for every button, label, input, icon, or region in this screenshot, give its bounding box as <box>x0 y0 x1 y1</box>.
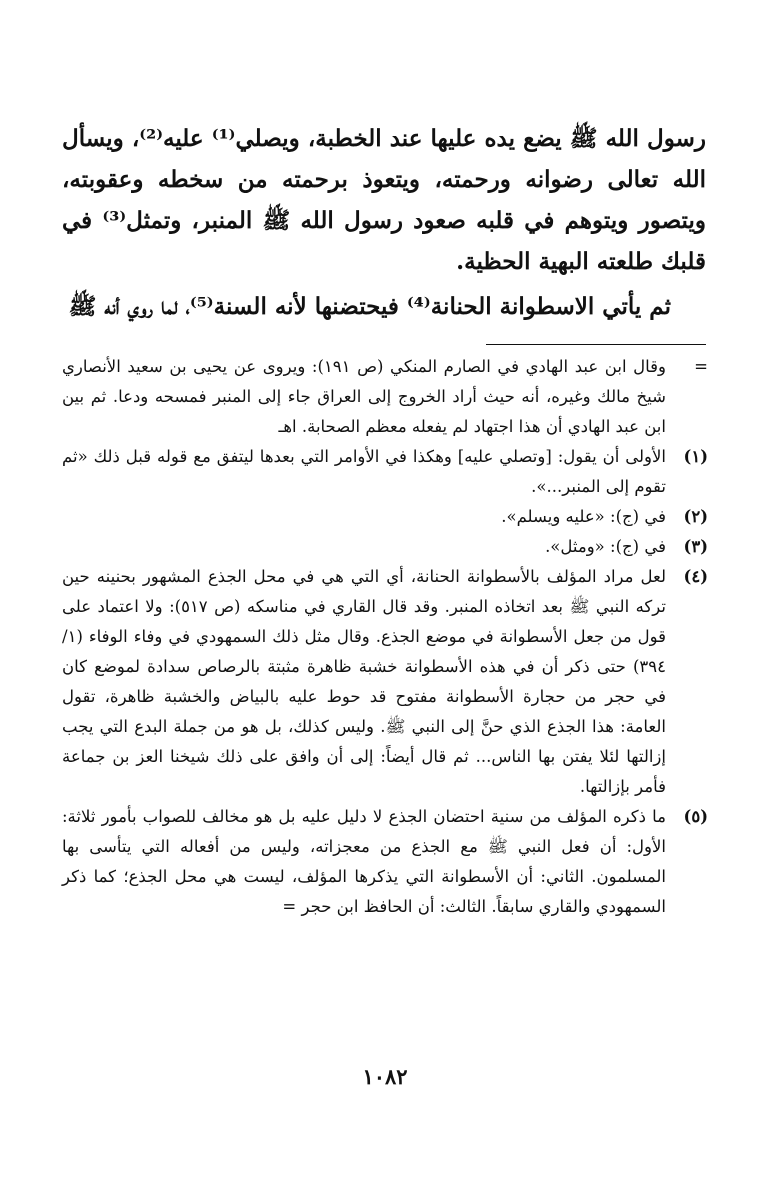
main-paragraph-1: رسول الله ﷺ يضع يده عليها عند الخطبة، ويصلي⁽¹⁾ عليه⁽²⁾، ويسأل الله تعالى رضوانه ورحمته، ويتعوذ برحمته من سخطه وعقوبته، ويتصور ويتوهم في قلبه صعود رسول الله ﷺ المنبر، وتمثل⁽³⁾ في قلبك طلعته البهية الحظية. <box>62 125 706 275</box>
footnote-separator <box>486 344 706 345</box>
footnote-1 <box>62 442 708 502</box>
footnote-3 <box>62 532 708 562</box>
footnote-5 <box>62 802 708 922</box>
continuation-marker: = <box>282 897 297 916</box>
footnote-2 <box>62 502 708 532</box>
footnote-4 <box>62 562 708 802</box>
footnote-number: (٢) <box>683 507 708 526</box>
footnote-number: (٥) <box>683 807 708 826</box>
page-number: ١٠٨٢ <box>362 1064 408 1089</box>
footnote-number: (٣) <box>683 537 708 556</box>
footnote-text: في (ج): «ومثل». <box>545 537 666 556</box>
footnote-text: في (ج): «عليه ويسلم». <box>501 507 666 526</box>
footnote-continuation-text: وقال ابن عبد الهادي في الصارم المنكي (ص ١٩١): ويروى عن يحيى بن سعيد الأنصاري شيخ مالك وغيره، أنه حيث أراد الخروج إلى العراق جاء إلى المنبر فمسحه ودعا. ثم بين ابن عبد الهادي أن هذا اجتهاد لم يفعله معظم الصحابة. اهـ <box>62 357 666 436</box>
footnote-text: ما ذكره المؤلف من سنية احتضان الجذع لا دليل عليه بل هو مخالف للصواب بأمور ثلاثة: الأول: أن فعل النبي ﷺ مع الجذع من معجزاته، وليس من أفعاله التي يتأسى بها المسلمون. الثاني: أن الأسطوانة التي يذكرها المؤلف، ليست هي محل الجذع؛ كما ذكر السمهودي والقاري سابقاً. الثالث: أن الحافظ ابن حجر <box>62 807 666 916</box>
main-text <box>62 118 706 327</box>
footnotes <box>62 352 708 922</box>
footnote-number: (١) <box>683 447 708 466</box>
footnote-text: الأولى أن يقول: [وتصلي عليه] وهكذا في الأوامر التي بعدها ليتفق مع قوله قبل ذلك «ثم تقوم إلى المنبر...». <box>62 447 666 496</box>
continuation-marker: = <box>694 357 708 376</box>
main-paragraph-2: ثم يأتي الاسطوانة الحنانة⁽⁴⁾ فيحتضنها لأنه السنة⁽⁵⁾، لما روي أنه ﷺ <box>68 293 671 320</box>
footnote-continuation <box>62 352 708 442</box>
footnote-number: (٤) <box>683 567 708 586</box>
footnote-text: لعل مراد المؤلف بالأسطوانة الحنانة، أي التي هي في محل الجذع المشهور بحنينه حين تركه النبي ﷺ بعد اتخاذه المنبر. وقد قال القاري في مناسكه (ص ٥١٧): ولا اعتماد على قول من جعل الأسطوانة في موضع الجذع. وقال مثل ذلك السمهودي في وفاء الوفاء (١/ ٣٩٤) حتى ذكر أن في هذه الأسطوانة خشبة ظاهرة مثبتة بالرصاص سدادة لموضع كان في حجر من حجارة الأسطوانة مفتوح قد حوط عليه بالبياض والخشبة ظاهرة، تقول العامة: هذا الجذع الذي حنَّ إلى النبي ﷺ. وليس كذلك، بل هو من جملة البدع التي يجب إزالتها لئلا يفتن بها الناس... ثم قال أيضاً: إلى أن وافق على ذلك شيخنا العز بن جماعة فأمر بإزالتها. <box>62 567 666 796</box>
